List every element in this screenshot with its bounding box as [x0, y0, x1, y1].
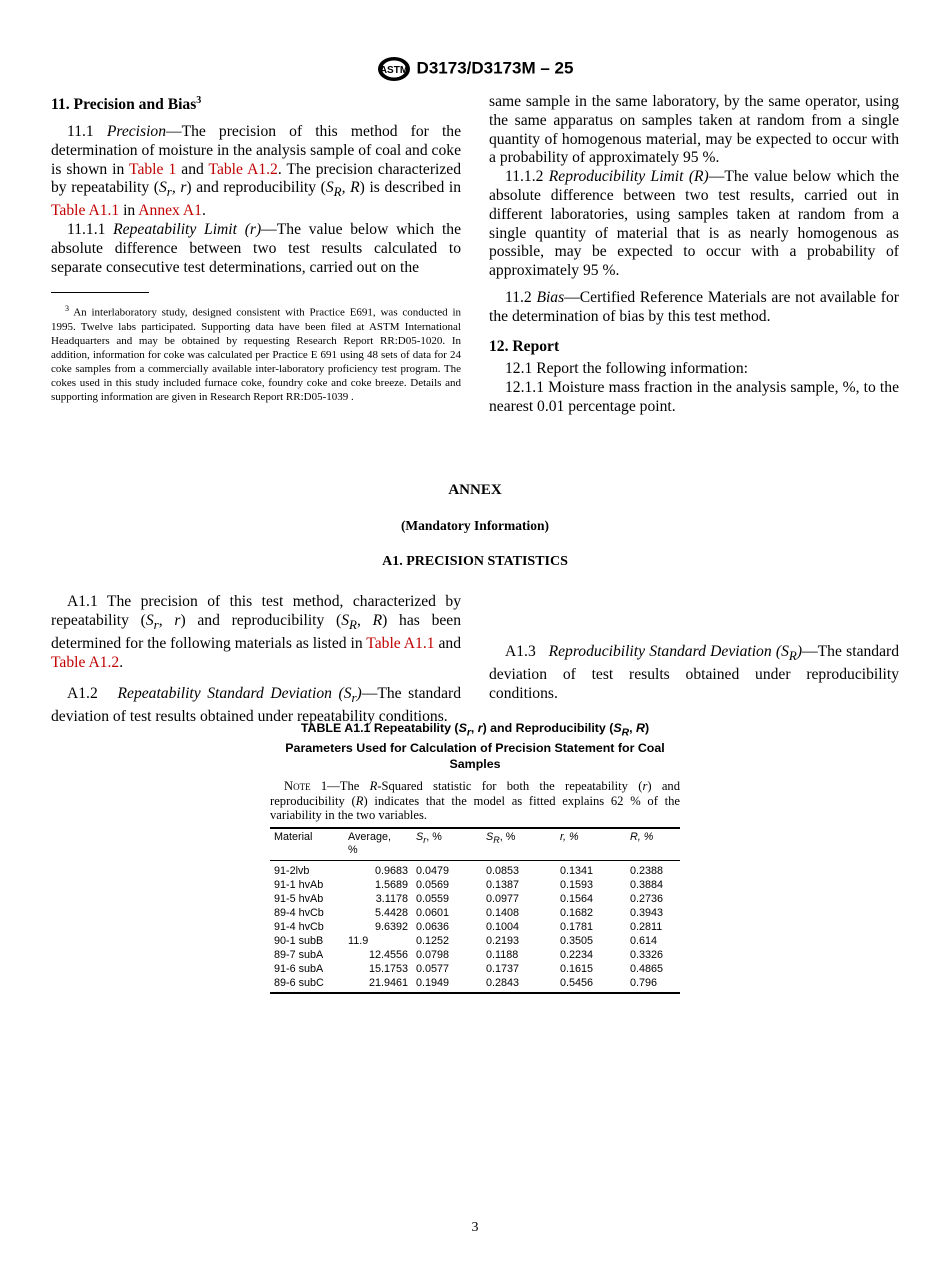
- table-cell: 0.1781: [560, 921, 594, 933]
- table-cell: 1.5689: [374, 879, 408, 891]
- para-11-1-1: 11.1.1 Repeatability Limit (r)—The value below which the absolute difference between two test results calculated to separate consecutive test determinations, carried out on the: [51, 221, 462, 276]
- table-cell: 5.4428: [374, 907, 408, 919]
- astm-logo-icon: [377, 56, 411, 82]
- para-a1-2: A1.2 Repeatability Standard Deviation $(S_r)—The$ standard deviation of test results obtained under repeatability conditions.: [51, 685, 461, 726]
- table-cell: 0.1949: [412, 976, 482, 993]
- table-cell: 0.2388: [630, 865, 664, 877]
- table-cell: 0.1341: [560, 865, 594, 877]
- annex-subtitle: (Mandatory Information): [400, 518, 550, 533]
- table-cell: 0.0569: [416, 879, 450, 891]
- table-cell: 0.2843: [482, 976, 556, 993]
- table-cell: 0.0601: [416, 907, 450, 919]
- svg-text:ASTM: ASTM: [379, 65, 408, 76]
- table-cell: 0.9683: [374, 865, 408, 877]
- table-cell: 0.4865: [630, 963, 664, 975]
- table-cell: 0.3505: [560, 935, 594, 947]
- annex-right: [489, 643, 899, 704]
- table-cell: 0.0636: [416, 921, 450, 933]
- link-table-a1-1[interactable]: Table A1.1: [51, 202, 120, 220]
- table-cell: 0.1564: [560, 893, 594, 905]
- table-cell: 0.1737: [486, 963, 520, 975]
- table-cell: 0.0853: [486, 865, 520, 877]
- table-cell: 12.4556: [368, 949, 408, 961]
- table-cell: 0.1004: [486, 921, 520, 933]
- section-12-heading: 12. Report: [489, 337, 560, 355]
- link-table-a1-2-annex[interactable]: Table A1.2: [51, 653, 120, 671]
- table-cell: 9.6392: [374, 921, 408, 933]
- footnote-3: $^3$ An interlaboratory study, designed consistent with Practice E691, was conducted in 1995. Twelve labs participated. Supporting data have been filed at ASTM International Headquarters and may be obtained by requesting Research Report RR:D05-1020. In addition, information for coke was calculated per Practice E 691 using 48 sets of data for 24 coke samples from a commercially available inter-laboratory proficiency test program. The cokes used in this study included furnace coke, foundry coke and coke breeze. Details and supporting information are given in Research Report RR:D05-1039 .: [51, 304, 461, 403]
- table-a1-1-caption: TABLE A1.1 Repeatability ($S_r$, r) and Reproducibility ($S_R$, R) Parameters Used for Calculation of Precision Statement for Coal Samples: [285, 721, 665, 771]
- table-cell: 91-6 subA: [274, 963, 324, 975]
- table-cell: 15.1753: [368, 963, 408, 975]
- table-cell: 91-4 hvCb: [274, 921, 324, 933]
- para-11-1-2: 11.1.2 Reproducibility Limit (R)—The value below which the absolute difference between two test results, carried out in different laboratories, using samples taken at random from a single quantity of material that is as nearly homogenous as possible, may be expected to occur with a probability of approximately 95 %.: [489, 168, 899, 280]
- table-cell: 89-4 hvCb: [274, 907, 324, 919]
- para-12-1-1: 12.1.1 Moisture mass fraction in the analysis sample, %, to the nearest 0.01 percentage point.: [489, 379, 899, 415]
- table-cell: 0.0977: [486, 893, 520, 905]
- link-table-a1-2[interactable]: Table A1.2: [208, 160, 278, 178]
- section-11-left: [51, 92, 461, 277]
- table-cell: 3.1178: [375, 893, 408, 905]
- precision-table: [270, 827, 680, 994]
- table-cell: 91-2lvb: [274, 865, 310, 877]
- col-sr: $S_r$, %: [412, 828, 482, 861]
- table-row: [270, 934, 680, 948]
- table-cell: 0.0798: [416, 949, 450, 961]
- page-number: 3: [471, 1220, 479, 1235]
- table-cell: 0.2234: [560, 949, 594, 961]
- col-r: r, %: [556, 828, 626, 861]
- annex-title: ANNEX: [448, 482, 502, 498]
- col-material: Material: [270, 828, 344, 861]
- table-cell: 11.9: [348, 935, 369, 947]
- col-R: R, %: [626, 828, 680, 861]
- table-cell: 0.614: [630, 935, 658, 947]
- annex-heading: A1. PRECISION STATISTICS: [382, 554, 568, 569]
- section-11-heading: 11. Precision and Bias$^3$: [51, 95, 202, 114]
- page-header: [0, 56, 950, 82]
- table-cell: 89-6 subC: [270, 976, 344, 993]
- footnote-rule: [51, 292, 149, 293]
- para-11-2: 11.2 Bias—Certified Reference Materials are not available for the determination of bias by this test method.: [489, 288, 899, 325]
- table-row: [270, 861, 680, 879]
- table-cell: 21.9461: [344, 976, 412, 993]
- col-average: Average, %: [344, 828, 412, 861]
- table-cell: 0.1252: [416, 935, 450, 947]
- annex-left: [51, 593, 461, 727]
- table-cell: 0.0479: [416, 865, 450, 877]
- link-table-a1-1-annex[interactable]: Table A1.1: [366, 634, 435, 652]
- table-cell: 91-1 hvAb: [274, 879, 324, 891]
- table-cell: 0.1615: [560, 963, 594, 975]
- table-cell: 0.3884: [630, 879, 664, 891]
- table-cell: 89-7 subA: [274, 949, 324, 961]
- table-row: [270, 878, 680, 892]
- table-cell: 0.796: [626, 976, 680, 993]
- table-cell: 0.1387: [486, 879, 520, 891]
- para-a1-1: A1.1 The precision of this test method, characterized by repeatability ($S_r$, r) and reproducibility ($S_R$, R) has been determined for the following materials as listed in Table A1.1 and Table A1.2.: [51, 593, 462, 671]
- table-row: [270, 962, 680, 976]
- para-11-1: 11.1 Precision—The precision of this method for the determination of moisture in the analysis sample of coal and coke is shown in Table 1 and Table A1.2. The precision characterized by repeatability ($S_r$, r) and reproducibility ($S_R$, R) is described in Table A1.1 in Annex A1.: [51, 122, 462, 220]
- para-11-1-1-continued: same sample in the same laboratory, by the same operator, using the same apparatus on samples taken at random from a single quantity of homogenous material, may be expected to occur with a probability of approximately 95 %.: [489, 93, 899, 167]
- table-note: Note 1—The R-Squared statistic for both the repeatability (r) and reproducibility (R) indicates that the model as fitted explains 62 % of the variability in the two variables.: [270, 779, 681, 823]
- table-row: [270, 948, 680, 962]
- para-a1-3: A1.3 Reproducibility Standard Deviation $(S_R)—The$ standard deviation of test results obtained under reproducibility conditions.: [489, 643, 899, 702]
- table-cell: 91-5 hvAb: [274, 893, 324, 905]
- table-cell: 0.1408: [486, 907, 520, 919]
- section-11-right: [489, 93, 899, 417]
- table-cell: 0.0577: [416, 963, 450, 975]
- table-cell: 0.3943: [630, 907, 664, 919]
- table-row: [270, 892, 680, 906]
- table-cell: 90-1 subB: [274, 935, 324, 947]
- table-cell: 0.1188: [486, 949, 519, 961]
- link-annex-a1[interactable]: Annex A1: [138, 202, 202, 220]
- table-cell: 0.2811: [630, 921, 663, 933]
- table-cell: 0.2193: [486, 935, 520, 947]
- para-12-1: 12.1 Report the following information:: [505, 360, 748, 378]
- table-header-row: [270, 828, 680, 861]
- col-sR: $S_R$, %: [482, 828, 556, 861]
- table-cell: 0.2736: [630, 893, 664, 905]
- table-cell: 0.1593: [560, 879, 594, 891]
- table-row: [270, 976, 680, 993]
- link-table-1[interactable]: Table 1: [129, 160, 177, 178]
- table-row: [270, 920, 680, 934]
- table-row: [270, 906, 680, 920]
- table-cell: 0.0559: [416, 893, 450, 905]
- doc-id: D3173/D3173M – 25: [416, 58, 574, 78]
- table-cell: 0.3326: [630, 949, 664, 961]
- table-cell: 0.5456: [556, 976, 626, 993]
- table-cell: 0.1682: [560, 907, 594, 919]
